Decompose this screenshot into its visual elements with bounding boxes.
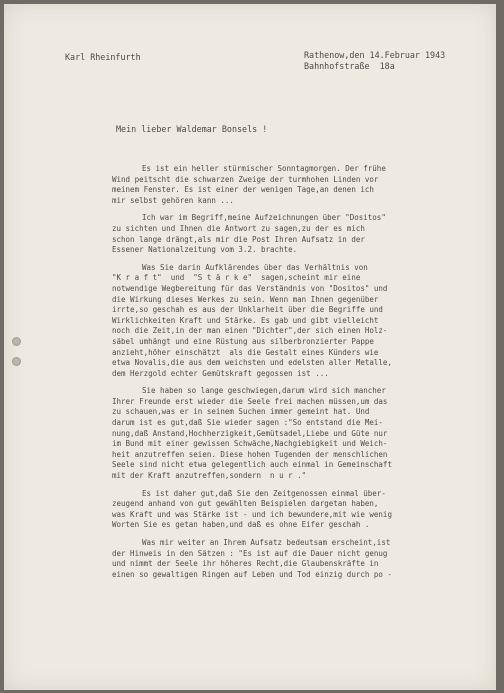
paragraph bbox=[112, 386, 486, 481]
paragraph bbox=[112, 213, 486, 255]
text-line: zeugend anhand von gut gewählten Beispielen dargetan haben, bbox=[112, 499, 379, 509]
text-line: schon lange drängt,als mir die Post Ihren Aufsatz in der bbox=[112, 234, 365, 244]
salutation: Mein lieber Waldemar Bonsels ! bbox=[116, 124, 268, 134]
text-line: zu schauen,was er in seinem Suchen immer gemeint hat. Und bbox=[112, 407, 370, 417]
text-line: etwa Novalis,die aus dem weichsten und edelsten aller Metalle, bbox=[112, 358, 392, 368]
text-line: Ihrer Freunde erst wieder die Seele frei machen müssen,um das bbox=[112, 396, 388, 406]
paragraph bbox=[112, 489, 486, 531]
text-line: notwendige Wegbereitung für das Verständnis von "Dositos" und bbox=[112, 283, 388, 293]
text-line: und nimmt der Seele ihr höheres Recht,die Glaubenskräfte in bbox=[112, 559, 379, 569]
text-line: darum ist es gut,daß Sie wieder sagen :"So entstand die Mei- bbox=[112, 418, 383, 428]
text-line: meinem Fenster. Es ist einer der wenigen Tage,an denen ich bbox=[112, 185, 374, 195]
text-line: Ich war im Begriff,meine Aufzeichnungen über "Dositos" bbox=[142, 213, 386, 223]
text-line: dem Herzgold echter Gemütskraft gegossen ist ... bbox=[112, 368, 329, 378]
text-line: "K r a f t" und "S t ä r k e" sagen,scheint mir eine bbox=[112, 273, 361, 283]
paragraph bbox=[112, 164, 486, 206]
text-line: Sie haben so lange geschwiegen,darum wird sich mancher bbox=[142, 386, 386, 396]
place-date: Rathenow,den 14.Februar 1943 bbox=[304, 50, 446, 60]
text-line: Es ist daher gut,daß Sie den Zeitgenossen einmal über- bbox=[142, 488, 386, 498]
punch-hole bbox=[12, 357, 21, 366]
text-line: einen so gewaltigen Ringen auf Leben und Tod einzig durch po - bbox=[112, 569, 392, 579]
text-line: Es ist ein heller stürmischer Sonntagmorgen. Der frühe bbox=[142, 164, 386, 173]
sender-name: Karl Rheinfurth bbox=[65, 52, 141, 62]
paragraph bbox=[112, 263, 486, 380]
text-line: Was mir weiter an Ihrem Aufsatz bedeutsam erscheint,ist bbox=[142, 538, 391, 547]
text-line: anzieht,höher einschätzt als die Gestalt eines Künders wie bbox=[112, 347, 379, 357]
text-line: Wind peitscht die schwarzen Zweige der turmhohen Linden vor bbox=[112, 174, 379, 184]
text-line: mir selbst gehören kann ... bbox=[112, 195, 234, 205]
text-line: die Wirkung dieses Werkes zu sein. Wenn man Ihnen gegenüber bbox=[112, 294, 379, 304]
text-line: säbel umhängt und eine Rüstung aus silberbronzierter Pappe bbox=[112, 336, 374, 346]
text-line: Was Sie darin Aufklärendes über das Verhältnis von bbox=[142, 262, 368, 272]
text-line: mit der Kraft anzutreffen,sondern n u r ." bbox=[112, 471, 307, 481]
text-line: nung,daß Anstand,Hochherzigkeit,Gemütsadel,Liebe und Güte nur bbox=[112, 428, 388, 438]
letter-page bbox=[4, 4, 496, 690]
text-line: heit anzutreffen seien. Diese hohen Tugenden der menschlichen bbox=[112, 449, 388, 459]
text-line: der Hinweis in den Sätzen : "Es ist auf die Dauer nicht genug bbox=[112, 548, 388, 558]
paragraph bbox=[112, 538, 486, 580]
place-date-block bbox=[304, 50, 445, 72]
text-line: Essener Nationalzeitung vom 3.2. brachte. bbox=[112, 245, 298, 255]
text-line: irrte,so geschah es aus der Unklarheit über die Begriffe und bbox=[112, 305, 383, 315]
text-line: Seele sind nicht etwa gelegentlich auch einmal in Gemeinschaft bbox=[112, 460, 392, 470]
punch-hole bbox=[12, 337, 21, 346]
text-line: im Bund mit einer gewissen Schwäche,Nachgiebigkeit und Weich- bbox=[112, 439, 388, 449]
text-line: Worten Sie es getan haben,und daß es ohne Eifer geschah . bbox=[112, 520, 370, 530]
letter-body bbox=[112, 164, 486, 587]
sender-address: Bahnhofstraße 18a bbox=[304, 61, 395, 71]
text-line: Wirklichkeiten Kraft und Stärke. Es gab und gibt vielleicht bbox=[112, 315, 379, 325]
text-line: noch die Zeit,in der man einen "Dichter",der sich einen Holz- bbox=[112, 326, 388, 336]
text-line: zu sichten und Ihnen die Antwort zu sagen,zu der es mich bbox=[112, 223, 365, 233]
text-line: was Kraft und was Stärke ist - und ich bewundere,mit wie wenig bbox=[112, 509, 392, 519]
